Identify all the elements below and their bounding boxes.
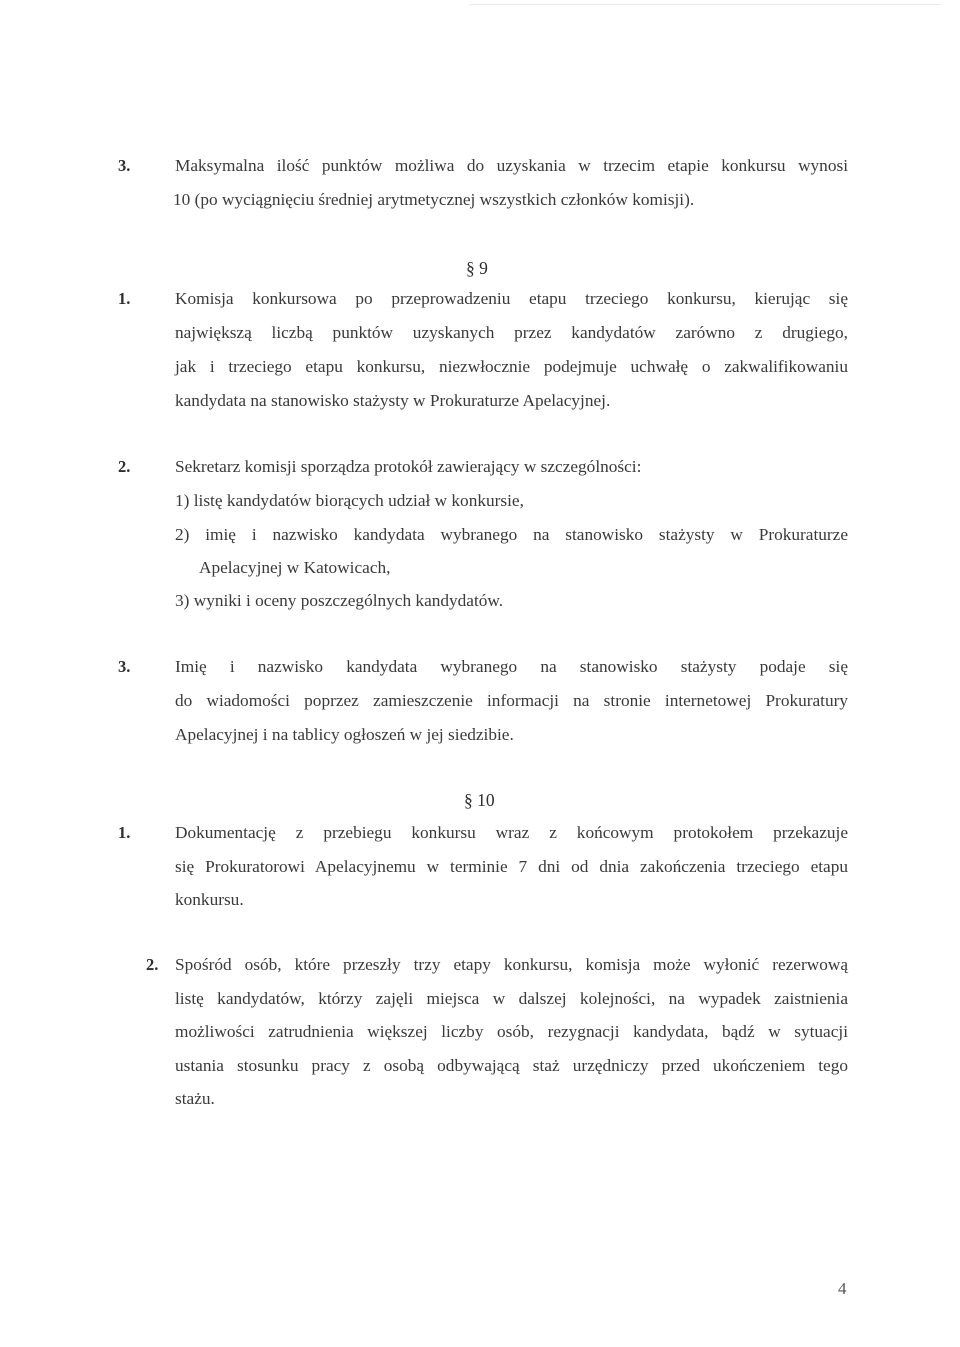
paragraph-line: możliwości zatrudnienia większej liczby osób, rezygnacji kandydata, bądź w sytuacji — [175, 1022, 848, 1041]
paragraph-line: jak i trzeciego etapu konkursu, niezwłocznie podejmuje uchwałę o zakwalifikowaniu — [175, 357, 848, 376]
section-heading: § 10 — [464, 790, 495, 810]
paragraph-number: 2. — [146, 955, 159, 974]
paragraph-line: konkursu. — [175, 890, 244, 909]
page-number: 4 — [838, 1279, 847, 1298]
paragraph-line: ustania stosunku pracy z osobą odbywającą staż urzędniczy przed ukończeniem tego — [175, 1056, 848, 1075]
paragraph-line: Komisja konkursowa po przeprowadzeniu etapu trzeciego konkursu, kierując się — [175, 289, 848, 308]
paragraph-line: kandydata na stanowisko stażysty w Prokuraturze Apelacyjnej. — [175, 391, 611, 410]
paragraph-line: Imię i nazwisko kandydata wybranego na stanowisko stażysty podaje się — [175, 657, 848, 676]
paragraph-line: 10 (po wyciągnięciu średniej arytmetycznej wszystkich członków komisji). — [173, 190, 695, 209]
paragraph-line: największą liczbą punktów uzyskanych przez kandydatów zarówno z drugiego, — [175, 323, 848, 342]
paragraph-number: 2. — [118, 457, 131, 476]
paragraph-number: 1. — [118, 823, 131, 842]
paragraph-line: Apelacyjnej i na tablicy ogłoszeń w jej siedzibie. — [175, 725, 514, 744]
list-item: 3) wyniki i oceny poszczególnych kandydatów. — [175, 591, 504, 610]
paragraph-line: się Prokuratorowi Apelacyjnemu w terminie 7 dni od dnia zakończenia trzeciego etapu — [175, 857, 848, 876]
paragraph-line: listę kandydatów, którzy zajęli miejsca w dalszej kolejności, na wypadek zaistnienia — [175, 989, 848, 1008]
scan-artifact-line — [470, 4, 940, 5]
paragraph-number: 3. — [118, 156, 131, 175]
paragraph-line: Spośród osób, które przeszły trzy etapy konkursu, komisja może wyłonić rezerwową — [175, 955, 848, 974]
section-heading: § 9 — [466, 258, 488, 278]
paragraph-line: Maksymalna ilość punktów możliwa do uzyskania w trzecim etapie konkursu wynosi — [175, 156, 848, 175]
list-item-continuation: Apelacyjnej w Katowicach, — [199, 558, 391, 577]
paragraph-number: 3. — [118, 657, 131, 676]
paragraph-line: stażu. — [175, 1089, 215, 1108]
list-item: 1) listę kandydatów biorących udział w konkursie, — [175, 491, 524, 510]
paragraph-line: do wiadomości poprzez zamieszczenie informacji na stronie internetowej Prokuratury — [175, 691, 848, 710]
paragraph-line: Dokumentację z przebiegu konkursu wraz z końcowym protokołem przekazuje — [175, 823, 848, 842]
list-item: 2) imię i nazwisko kandydata wybranego na stanowisko stażysty w Prokuraturze — [175, 525, 848, 544]
paragraph-number: 1. — [118, 289, 131, 308]
paragraph-line: Sekretarz komisji sporządza protokół zawierający w szczególności: — [175, 457, 642, 476]
